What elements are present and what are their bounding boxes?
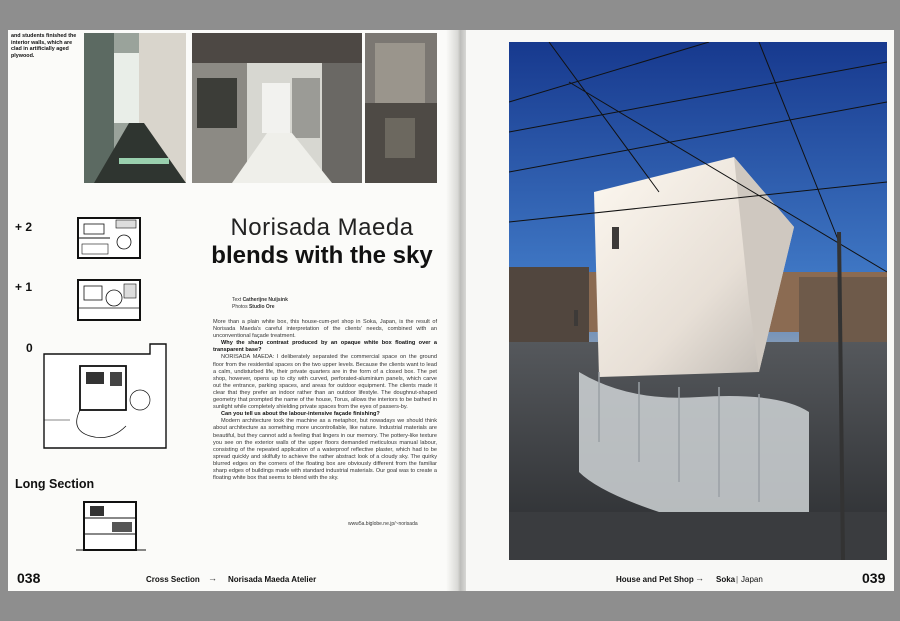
footer-separator: | — [736, 575, 739, 584]
headline-title: blends with the sky — [211, 242, 433, 269]
article-body — [213, 319, 437, 482]
long-section-drawing — [76, 498, 148, 558]
footer-project: House and Pet Shop — [616, 575, 694, 584]
floor-plan-plus1 — [76, 276, 144, 324]
level-label-0: 0 — [26, 341, 33, 355]
footer-city: Soka — [716, 575, 736, 584]
headline-name: Norisada Maeda — [230, 214, 414, 241]
interview-question: Can you tell us about the labour-intensive façade finishing? — [221, 411, 380, 418]
level-label-plus1: + 1 — [15, 280, 33, 294]
level-label-plus2: + 2 — [15, 220, 33, 234]
footer-arrow-icon: → — [695, 573, 704, 583]
interview-question: Why the sharp contrast produced by an opaque white box floating over a transparent base? — [213, 340, 437, 354]
article-credits — [232, 297, 288, 310]
right-page — [466, 30, 894, 591]
floor-plan-ground — [40, 340, 170, 452]
page-number-right: 039 — [862, 570, 886, 586]
footer-architect: Norisada Maeda Atelier — [228, 575, 317, 584]
footer-section: Cross Section — [146, 575, 200, 584]
body-paragraph: NORISADA MAEDA: I deliberately separated the commercial space on the ground floor from the residential spaces on the two upper levels. Because the clients want to lead a calm, undisturbed life, their private quarters are in the form of a closed box. The pet shop, however, opens up to city with curved, perforated-aluminium panels, which carve out the entrance, parking spaces, and areas for outdoor equipment. The clients made it clear that they prefer an indoor rather than an outdoor lifestyle. The doughnut-shaped geometry that prompted the name of the house, Torus, allows the interiors to be bathed in sunlight while completely shielding private spaces from the eyes of passers-by. — [213, 354, 437, 411]
footer-country: Japan — [741, 575, 763, 584]
page-number-left: 038 — [17, 570, 41, 586]
photo-credit-author: Studio Ore — [248, 303, 275, 310]
house-exterior-photo — [509, 42, 887, 560]
interior-photo-hall — [192, 33, 362, 183]
photo-caption: and students finished the interior walls, which are clad in artificially aged plywood. — [11, 33, 77, 59]
floor-plan-plus2 — [76, 214, 144, 262]
long-section-label: Long Section — [15, 477, 95, 491]
interior-photo-wall — [365, 33, 437, 183]
left-page — [8, 30, 456, 591]
body-paragraph: Modern architecture took the machine as a metaphor, but nowadays we should think about architecture as something more uncontrollable, like nature. Industrial materials are beautiful, but they cannot add a feeling that lingers in our memory. The pottery-like texture you see on the exterior walls of the upper floors demanded meticulous manual labour, consisting of the repeated application of a waterproof reflective plaster, which had to be spread quickly and skilfully to achieve the rather abstract look of a cloudy sky. The quirky blurred edges on the corners of the floating box are obviously different from the familiar sharp edges of buildings made with standard industrial materials. Our goal was to create a floating white box that seems to blend with the sky. — [213, 418, 437, 482]
interior-photo-corridor — [84, 33, 186, 183]
footer-arrow-icon: → — [208, 573, 217, 583]
magazine-spread — [0, 30, 900, 591]
body-paragraph: More than a plain white box, this house-cum-pet shop in Soka, Japan, is the result of Norisada Maeda's careful interpretation of the clients' needs, combined with an unconventional façade treatment. — [213, 319, 437, 340]
text-credit-label: Text — [232, 297, 242, 303]
photo-credit-label: Photos — [232, 303, 248, 310]
text-credit-author: Catherijne Nuijsink — [242, 297, 288, 303]
architect-url[interactable]: www5a.biglobe.ne.jp/~norisada — [348, 521, 418, 527]
